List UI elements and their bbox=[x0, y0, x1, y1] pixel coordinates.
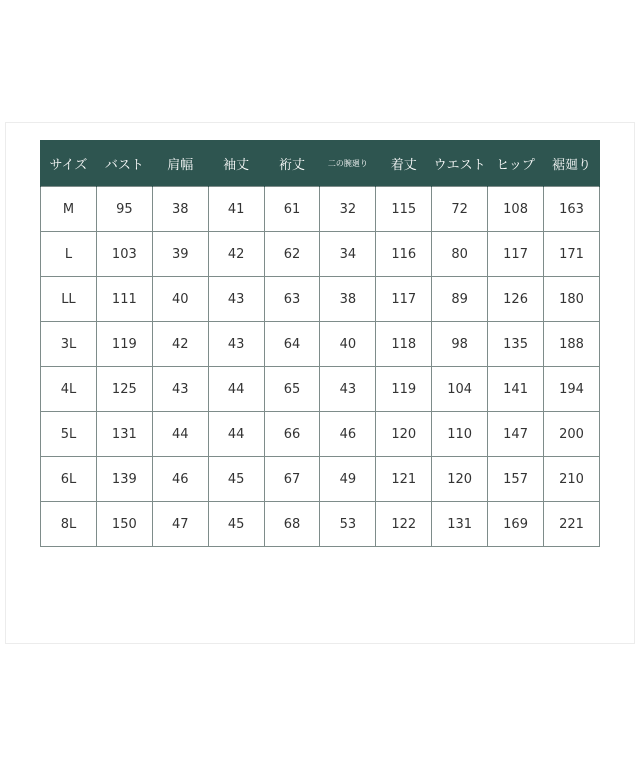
header-total-length: 着丈 bbox=[376, 140, 432, 187]
cell-bust: 139 bbox=[96, 457, 152, 502]
cell-hip: 147 bbox=[488, 412, 544, 457]
cell-yuki-length: 61 bbox=[264, 187, 320, 232]
cell-waist: 89 bbox=[432, 277, 488, 322]
cell-waist: 110 bbox=[432, 412, 488, 457]
cell-bust: 119 bbox=[96, 322, 152, 367]
cell-sleeve-length: 42 bbox=[208, 232, 264, 277]
cell-upper-arm: 49 bbox=[320, 457, 376, 502]
cell-total-length: 121 bbox=[376, 457, 432, 502]
cell-shoulder-width: 46 bbox=[152, 457, 208, 502]
header-yuki-length: 裄丈 bbox=[264, 140, 320, 187]
table-row bbox=[41, 232, 600, 277]
cell-bust: 125 bbox=[96, 367, 152, 412]
cell-upper-arm: 53 bbox=[320, 502, 376, 547]
cell-sleeve-length: 41 bbox=[208, 187, 264, 232]
cell-total-length: 118 bbox=[376, 322, 432, 367]
cell-waist: 80 bbox=[432, 232, 488, 277]
cell-upper-arm: 46 bbox=[320, 412, 376, 457]
table-row bbox=[41, 277, 600, 322]
cell-waist: 72 bbox=[432, 187, 488, 232]
cell-shoulder-width: 39 bbox=[152, 232, 208, 277]
size-chart-table bbox=[40, 140, 600, 547]
cell-sleeve-length: 43 bbox=[208, 322, 264, 367]
cell-shoulder-width: 38 bbox=[152, 187, 208, 232]
cell-hip: 169 bbox=[488, 502, 544, 547]
cell-shoulder-width: 40 bbox=[152, 277, 208, 322]
cell-size: L bbox=[41, 232, 97, 277]
cell-hem: 210 bbox=[544, 457, 600, 502]
table-row bbox=[41, 322, 600, 367]
header-size: サイズ bbox=[41, 140, 97, 187]
cell-upper-arm: 40 bbox=[320, 322, 376, 367]
cell-upper-arm: 34 bbox=[320, 232, 376, 277]
cell-shoulder-width: 42 bbox=[152, 322, 208, 367]
header-shoulder-width: 肩幅 bbox=[152, 140, 208, 187]
cell-hip: 126 bbox=[488, 277, 544, 322]
cell-yuki-length: 62 bbox=[264, 232, 320, 277]
table-row bbox=[41, 187, 600, 232]
cell-sleeve-length: 43 bbox=[208, 277, 264, 322]
cell-bust: 150 bbox=[96, 502, 152, 547]
cell-yuki-length: 66 bbox=[264, 412, 320, 457]
cell-yuki-length: 64 bbox=[264, 322, 320, 367]
cell-sleeve-length: 45 bbox=[208, 502, 264, 547]
cell-sleeve-length: 44 bbox=[208, 412, 264, 457]
cell-yuki-length: 63 bbox=[264, 277, 320, 322]
table-row bbox=[41, 412, 600, 457]
cell-bust: 111 bbox=[96, 277, 152, 322]
header-upper-arm: 二の腕廻り bbox=[320, 140, 376, 187]
cell-total-length: 120 bbox=[376, 412, 432, 457]
cell-yuki-length: 67 bbox=[264, 457, 320, 502]
table-row bbox=[41, 367, 600, 412]
header-bust: バスト bbox=[96, 140, 152, 187]
header-hem: 裾廻り bbox=[544, 140, 600, 187]
cell-hip: 157 bbox=[488, 457, 544, 502]
cell-total-length: 115 bbox=[376, 187, 432, 232]
table-row bbox=[41, 457, 600, 502]
cell-total-length: 122 bbox=[376, 502, 432, 547]
cell-hem: 221 bbox=[544, 502, 600, 547]
cell-shoulder-width: 44 bbox=[152, 412, 208, 457]
cell-sleeve-length: 44 bbox=[208, 367, 264, 412]
cell-hem: 200 bbox=[544, 412, 600, 457]
cell-waist: 98 bbox=[432, 322, 488, 367]
cell-total-length: 116 bbox=[376, 232, 432, 277]
cell-shoulder-width: 47 bbox=[152, 502, 208, 547]
cell-bust: 95 bbox=[96, 187, 152, 232]
cell-hip: 141 bbox=[488, 367, 544, 412]
cell-waist: 120 bbox=[432, 457, 488, 502]
cell-shoulder-width: 43 bbox=[152, 367, 208, 412]
cell-hem: 180 bbox=[544, 277, 600, 322]
cell-total-length: 117 bbox=[376, 277, 432, 322]
table-row bbox=[41, 502, 600, 547]
cell-waist: 131 bbox=[432, 502, 488, 547]
cell-size: M bbox=[41, 187, 97, 232]
cell-sleeve-length: 45 bbox=[208, 457, 264, 502]
header-row bbox=[41, 140, 600, 187]
cell-upper-arm: 32 bbox=[320, 187, 376, 232]
cell-hip: 108 bbox=[488, 187, 544, 232]
cell-size: 5L bbox=[41, 412, 97, 457]
cell-size: 4L bbox=[41, 367, 97, 412]
cell-total-length: 119 bbox=[376, 367, 432, 412]
cell-size: 3L bbox=[41, 322, 97, 367]
cell-size: 6L bbox=[41, 457, 97, 502]
cell-yuki-length: 65 bbox=[264, 367, 320, 412]
cell-yuki-length: 68 bbox=[264, 502, 320, 547]
cell-hem: 194 bbox=[544, 367, 600, 412]
cell-upper-arm: 43 bbox=[320, 367, 376, 412]
header-sleeve-length: 袖丈 bbox=[208, 140, 264, 187]
cell-waist: 104 bbox=[432, 367, 488, 412]
header-hip: ヒップ bbox=[488, 140, 544, 187]
cell-hem: 163 bbox=[544, 187, 600, 232]
cell-size: 8L bbox=[41, 502, 97, 547]
cell-hem: 171 bbox=[544, 232, 600, 277]
cell-hip: 117 bbox=[488, 232, 544, 277]
cell-size: LL bbox=[41, 277, 97, 322]
cell-upper-arm: 38 bbox=[320, 277, 376, 322]
cell-bust: 103 bbox=[96, 232, 152, 277]
cell-hip: 135 bbox=[488, 322, 544, 367]
cell-bust: 131 bbox=[96, 412, 152, 457]
header-waist: ウエスト bbox=[432, 140, 488, 187]
cell-hem: 188 bbox=[544, 322, 600, 367]
